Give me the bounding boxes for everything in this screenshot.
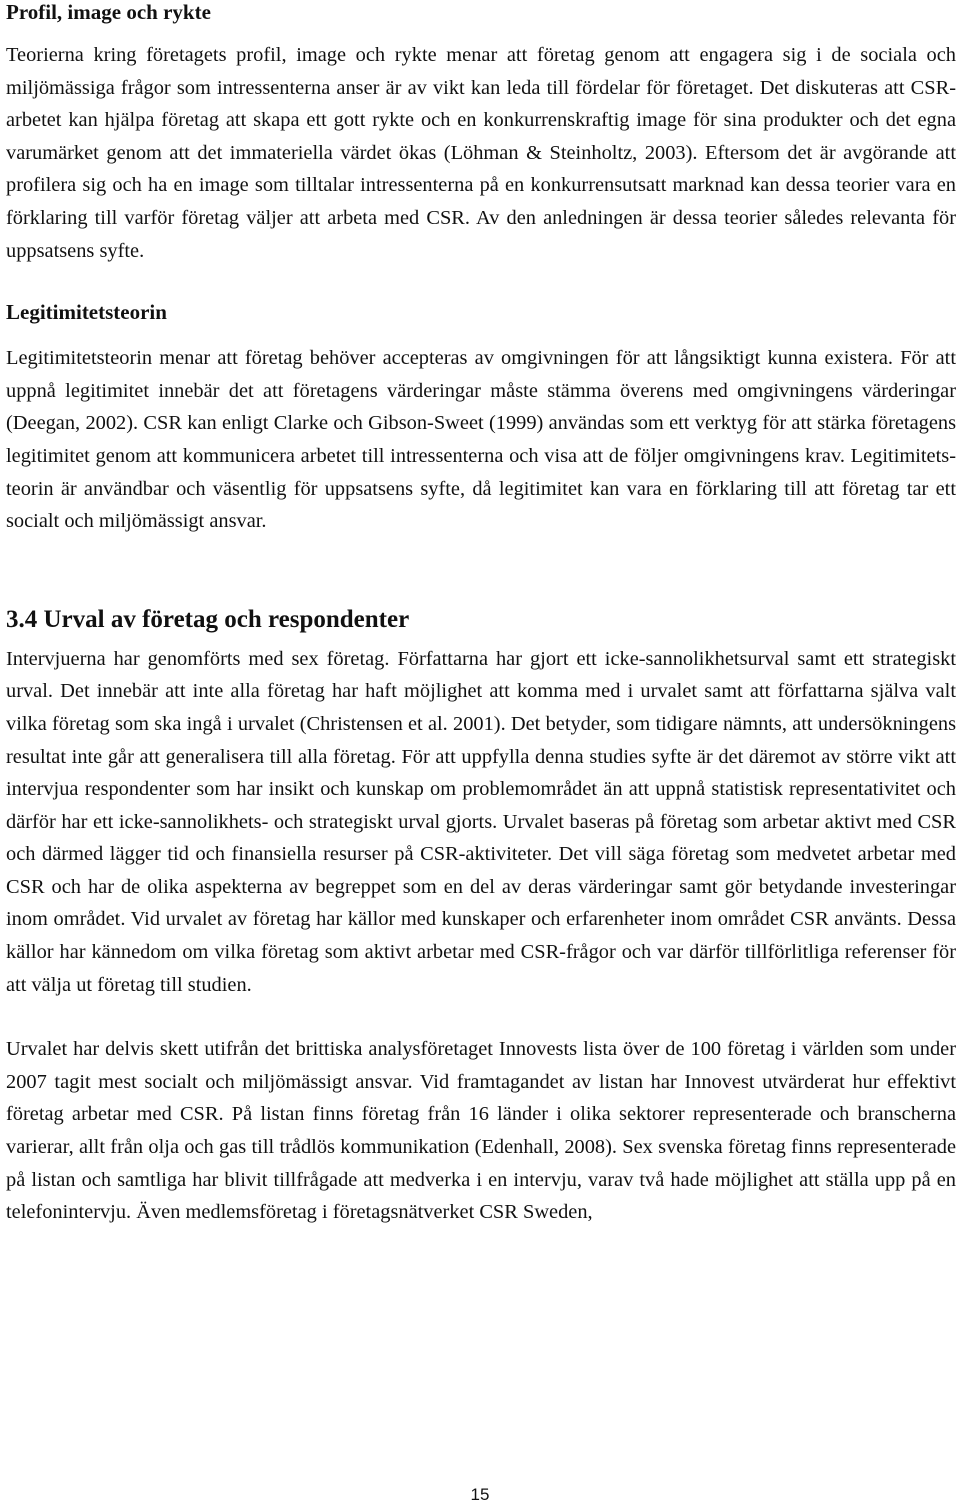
section-heading-profile: Profil, image och rykte — [6, 0, 211, 24]
document-page — [6, 0, 956, 1229]
paragraph-selection-2: Urvalet har delvis skett utifrån det brittiska analysföretaget Innovests lista över de 100 företag i världen som under 2007 tagit mest socialt och miljömässigt ansvar. Vid framtagandet av listan har Innovest utvärderat hur effektivt företag arbetar med CSR. På listan finns företag från 16 länder i olika sektorer representerade och branscherna varierar, allt från olja och gas till trådlös kommunikation (Edenhall, 2008). Sex svenska företag finns representerade på listan och samtliga har blivit tillfrågade att medverka i en intervju, varav två hade möjlighet att ställa upp på en telefonintervju. Även medlemsföretag i företagsnätverket CSR Sweden, — [6, 1038, 956, 1224]
paragraph-legitimacy: Legitimitetsteorin menar att företag behöver accepteras av omgivningen för att långsiktigt kunna existera. För att uppnå legitimitet innebär det att företagens värderingar måste stämma överens med omgivningens värderingar (Deegan, 2002). CSR kan enligt Clarke och Gibson-Sweet (1999) användas som ett verktyg för att stärka företagens legitimitet genom att kommunicera arbetet till intressenterna och visa att de följer omgivningens krav. Legitimitetsteorin är användbar och väsentlig för uppsatsens syfte, då legitimitet kan vara en förklaring till att företag tar ett socialt och miljömässigt ansvar. — [6, 347, 956, 533]
paragraph-selection-1: Intervjuerna har genomförts med sex företag. Författarna har gjort ett icke-sannolikhetsurval samt ett strategiskt urval. Det innebär att inte alla företag har haft möjlighet att komma med i urvalet samt att författarna själva valt vilka företag som ska ingå i urvalet (Christensen et al. 2001). Det betyder, som tidigare nämnts, att undersökningens resultat inte går att generalisera till alla företag. För att uppfylla denna studies syfte är det däremot av större vikt att intervjua respondenter som har insikt och kunskap om problemområdet än att uppnå statistisk representativitet och därför har ett icke-sannolikhets- och strategiskt urval gjorts. Urvalet baseras på företag som arbetar aktivt med CSR och därmed lägger tid och finansiella resurser på CSR-aktiviteter. Det vill säga företag som medvetet arbetar med CSR och har de olika aspekterna av begreppet som en del av deras värderingar samt gör betydande investeringar inom området. Vid urvalet av företag har källor med kunskaper och erfarenheter inom området CSR använts. Dessa källor har kännedom om vilka företag som aktivt arbetar med CSR-frågor och var därför tillförlitliga referenser för att välja ut företag till studien. — [6, 647, 956, 996]
section-heading-selection: 3.4 Urval av företag och respondenter — [6, 605, 410, 633]
paragraph-profile: Teorierna kring företagets profil, image och rykte menar att företag genom att engagera sig i de sociala och miljömässiga frågor som intressenterna anser är av vikt kan leda till fördelar för företaget. Det diskuteras att CSR-arbetet kan hjälpa företag att skapa ett gott rykte och en konkurrenskraftig image för sina produkter och det egna varumärket genom att det immateriella värdet ökas (Löhman & Steinholtz, 2003). Eftersom det är avgörande att profilera sig och ha en image som tilltalar intressenterna på en konkurrensutsatt marknad kan dessa teorier vara en förklaring till varför företag väljer att arbeta med CSR. Av den anledningen är dessa teorier således relevanta för uppsatsens syfte. — [6, 44, 956, 262]
section-heading-legitimacy: Legitimitetsteorin — [6, 300, 167, 325]
page-number: 15 — [470, 1485, 490, 1504]
